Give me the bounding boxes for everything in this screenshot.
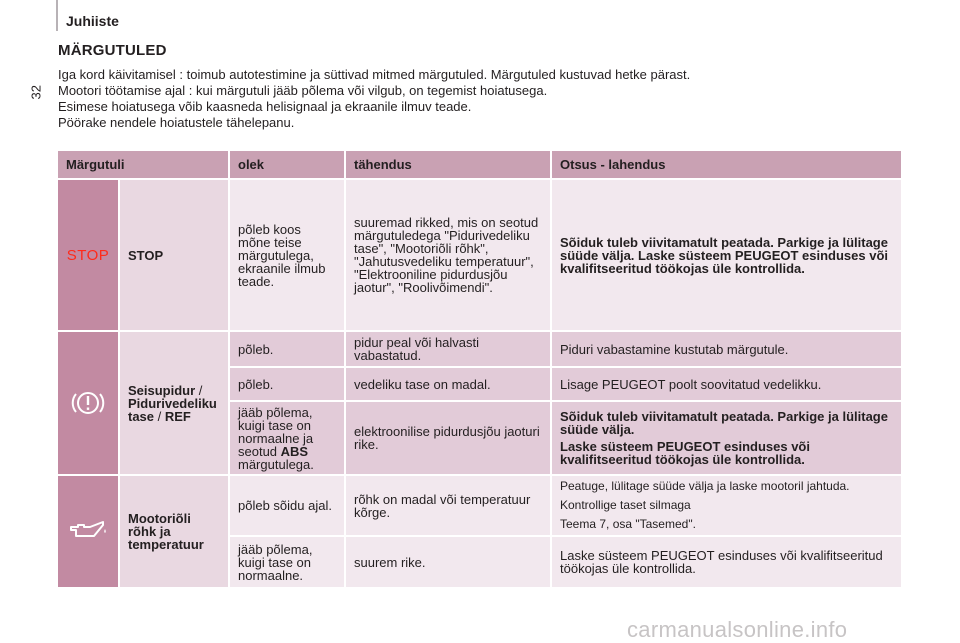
table-header-row [58,151,901,178]
header-meaning: tähendus [346,151,550,178]
brake-meaning-3: elektroonilise pidurdusjõu jaoturi rike. [346,402,550,474]
oil-state-2: jääb põlema, kuigi tase on normaalne. [230,537,344,587]
oil-action-2: Laske süsteem PEUGEOT esinduses või kvalifitseeritud töökojas üle kontrollida. [552,537,901,587]
intro-line: Esimese hoiatusega võib kaasneda helisignaal ja ekraanile ilmuv teade. [58,99,472,114]
stop-action: Sõiduk tuleb viivitamatult peatada. Parkige ja lülitage süüde välja. Laske süsteem PEUGEOT esinduses või kvalifitseeritud töökojas üle kontrollida. [552,180,901,330]
section-name: Juhiiste [66,13,119,29]
header-action: Otsus - lahendus [552,151,901,178]
brake-state-1: põleb. [230,332,344,366]
brake-icon-cell [58,332,118,474]
oil-meaning-1: rõhk on madal või temperatuur kõrge. [346,476,550,535]
brake-action-3: Sõiduk tuleb viivitamatult peatada. Parkige ja lülitage süüde välja. Laske süsteem PEUGEOT esinduses või kvalifitseeritud töökojas üle kontrollida. [552,402,901,474]
intro-line: Pöörake nendele hoiatustele tähelepanu. [58,115,295,130]
brake-action-1: Piduri vabastamine kustutab märgutule. [552,332,901,366]
brake-name: Seisupidur / Pidurivedeliku tase / REF [120,332,228,474]
stop-icon: STOP [66,246,110,264]
oil-icon-cell [58,476,118,587]
intro-text [58,67,938,131]
stop-icon-cell [58,180,118,330]
brake-action-2: Lisage PEUGEOT poolt soovitatud vedelikku. [552,368,901,400]
header-state: olek [230,151,344,178]
brake-meaning-1: pidur peal või halvasti vabastatud. [346,332,550,366]
oil-state-1: põleb sõidu ajal. [230,476,344,535]
stop-state: põleb koos mõne teise märgutulega, ekraanile ilmub teade. [230,180,344,330]
header-warning-light: Märgutuli [58,151,228,178]
warning-lights-table [56,149,903,589]
oil-name: Mootoriõli rõhk ja temperatuur [120,476,228,587]
watermark: carmanualsonline.info [627,617,848,642]
brake-state-3: jääb põlema, kuigi tase on normaalne ja seotud ABS märgutulega. [230,402,344,474]
oil-can-icon [68,520,108,544]
stop-name: STOP [120,180,228,330]
page-rule [56,0,58,31]
brake-state-2: põleb. [230,368,344,400]
stop-meaning: suuremad rikked, mis on seotud märgutuledega "Pidurivedeliku tase", "Mootoriõli rõhk", "Jahutusvedeliku temperatuur", "Elektrooniline pidurdusjõu jaotur", "Roolivõimendi". [346,180,550,330]
oil-meaning-2: suurem rike. [346,537,550,587]
page-number: 32 [28,85,44,100]
brake-warning-icon [70,388,106,418]
intro-line: Iga kord käivitamisel : toimub autotestimine ja süttivad mitmed märgutuled. Märgutuled kustuvad hetke pärast. [58,67,691,82]
table-row [58,332,901,366]
page-title: MÄRGUTULED [58,42,167,59]
intro-line: Mootori töötamise ajal : kui märgutuli jääb põlema või vilgub, on tegemist hoiatusega. [58,83,548,98]
table-row [58,476,901,535]
brake-meaning-2: vedeliku tase on madal. [346,368,550,400]
oil-action-1: Peatuge, lülitage süüde välja ja laske mootoril jahtuda. Kontrollige taset silmaga Teema 7, osa "Tasemed". [552,476,901,535]
table-row [58,180,901,330]
